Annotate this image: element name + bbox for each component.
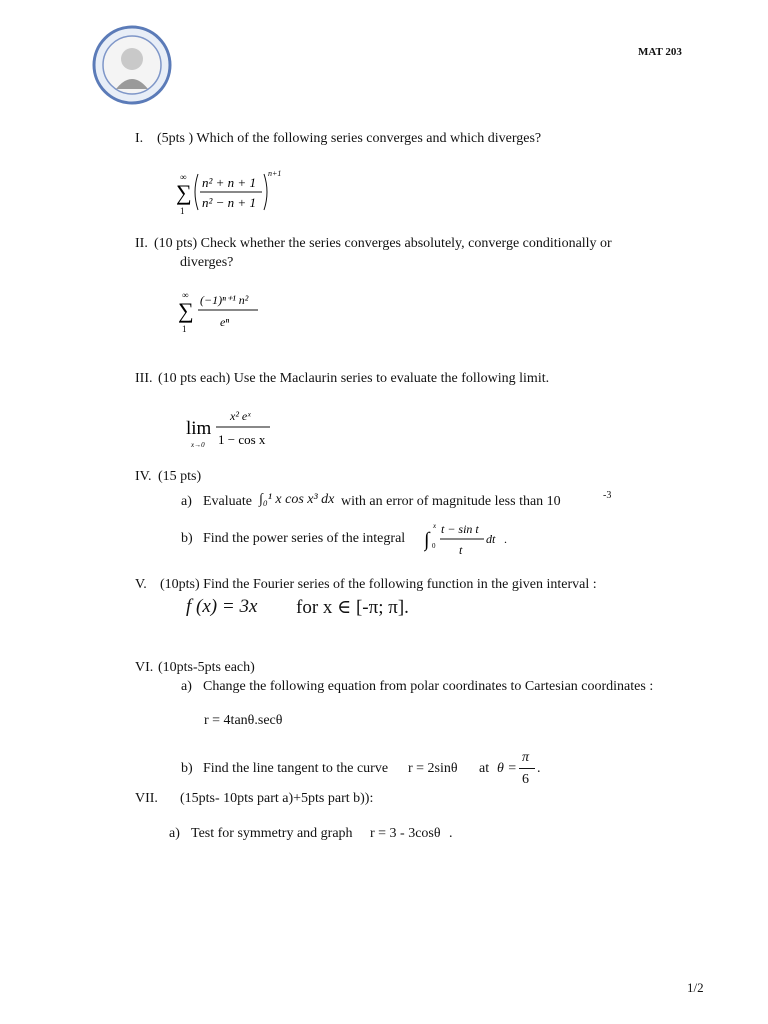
q7-text: (15pts- 10pts part a)+5pts part b)): — [180, 791, 374, 806]
q1-sum-bottom: 1 — [180, 206, 185, 216]
q1-formula — [176, 170, 286, 223]
q4a-text: Evaluate — [203, 494, 252, 509]
q1-exponent: n+1 — [268, 170, 282, 178]
q6b-curve: r = 2sinθ — [408, 761, 458, 776]
q4b-label: b) — [181, 531, 193, 546]
svg-text:1: 1 — [182, 324, 187, 334]
university-seal-logo — [92, 25, 172, 105]
svg-text:∑: ∑ — [178, 298, 194, 323]
q7a-period: . — [449, 826, 453, 841]
q6b-six: 6 — [522, 772, 529, 787]
q4a-integral: ∫₀¹ x cos x³ dx — [259, 492, 335, 507]
q2-text: (10 pts) Check whether the series converges absolutely, converge conditionally or — [154, 236, 612, 251]
q6b-text: Find the line tangent to the curve — [203, 761, 389, 776]
q6b-pi: π — [522, 750, 530, 765]
q5-function: f (x) = 3x — [186, 596, 258, 617]
q5-text: (10pts) Find the Fourier series of the following function in the given interval : — [160, 577, 597, 592]
q4b-denominator: t — [459, 543, 463, 557]
q3-lim: lim — [186, 418, 212, 439]
q7a-text: Test for symmetry and graph — [191, 826, 353, 841]
q6b-period: . — [537, 761, 541, 776]
q6a-text: Change the following equation from polar coordinates to Cartesian coordinates : — [203, 679, 654, 694]
q4b-text: Find the power series of the integral — [203, 531, 406, 546]
q7a-label: a) — [169, 826, 180, 841]
q6-text: (10pts-5pts each) — [158, 660, 255, 675]
q4a-text-continued: with an error of magnitude less than 10 — [341, 494, 561, 509]
q1-text: (5pts ) Which of the following series converges and which diverges? — [157, 131, 542, 146]
q1-denominator: n² − n + 1 — [202, 195, 256, 210]
q2-formula — [178, 290, 268, 341]
svg-text:∫: ∫ — [424, 529, 430, 551]
page-number: 1/2 — [687, 980, 704, 995]
q2-denominator: eⁿ — [220, 315, 230, 329]
q3-formula — [186, 402, 286, 457]
q4b-dt: dt — [486, 532, 496, 546]
q6a-label: a) — [181, 679, 192, 694]
q7a-formula: r = 3 - 3cosθ — [370, 826, 441, 841]
q2-label: II. — [135, 236, 148, 251]
svg-text:∑: ∑ — [176, 180, 192, 205]
q5-interval: for x ∈ [-π; π]. — [296, 597, 409, 618]
q4a-exponent: -3 — [603, 490, 612, 501]
q6b-at: at — [479, 761, 490, 776]
svg-text:0: 0 — [432, 542, 436, 550]
q4b-formula — [424, 518, 514, 563]
q3-lim-sub: x→0 — [191, 441, 205, 449]
q6b-theta: θ = — [497, 761, 517, 776]
q6b-fraction-bar — [519, 768, 535, 769]
q4a-label: a) — [181, 494, 192, 509]
q3-numerator: x² eˣ — [230, 409, 251, 423]
course-code: MAT 203 — [638, 46, 682, 58]
q6-label: VI. — [135, 660, 154, 675]
svg-text:∞: ∞ — [182, 290, 189, 300]
q6a-formula: r = 4tanθ.secθ — [204, 713, 283, 728]
q1-sum-top: ∞ — [180, 172, 187, 182]
q3-denominator: 1 − cos x — [218, 432, 266, 447]
q2-text-continued: diverges? — [180, 255, 234, 270]
q4-label: IV. — [135, 469, 152, 484]
q1-label: I. — [135, 131, 144, 146]
q4b-numerator: t − sin t — [441, 522, 479, 536]
q3-label: III. — [135, 371, 153, 386]
q2-numerator: (−1)ⁿ⁺¹ n² — [200, 293, 249, 307]
svg-text:x: x — [433, 522, 437, 530]
q3-text: (10 pts each) Use the Maclaurin series to evaluate the following limit. — [158, 371, 550, 386]
q6b-label: b) — [181, 761, 193, 776]
svg-text:.: . — [504, 532, 507, 546]
q1-numerator: n² + n + 1 — [202, 175, 256, 190]
q7-label: VII. — [135, 791, 158, 806]
q4-text: (15 pts) — [158, 469, 202, 484]
q5-label: V. — [135, 577, 147, 592]
